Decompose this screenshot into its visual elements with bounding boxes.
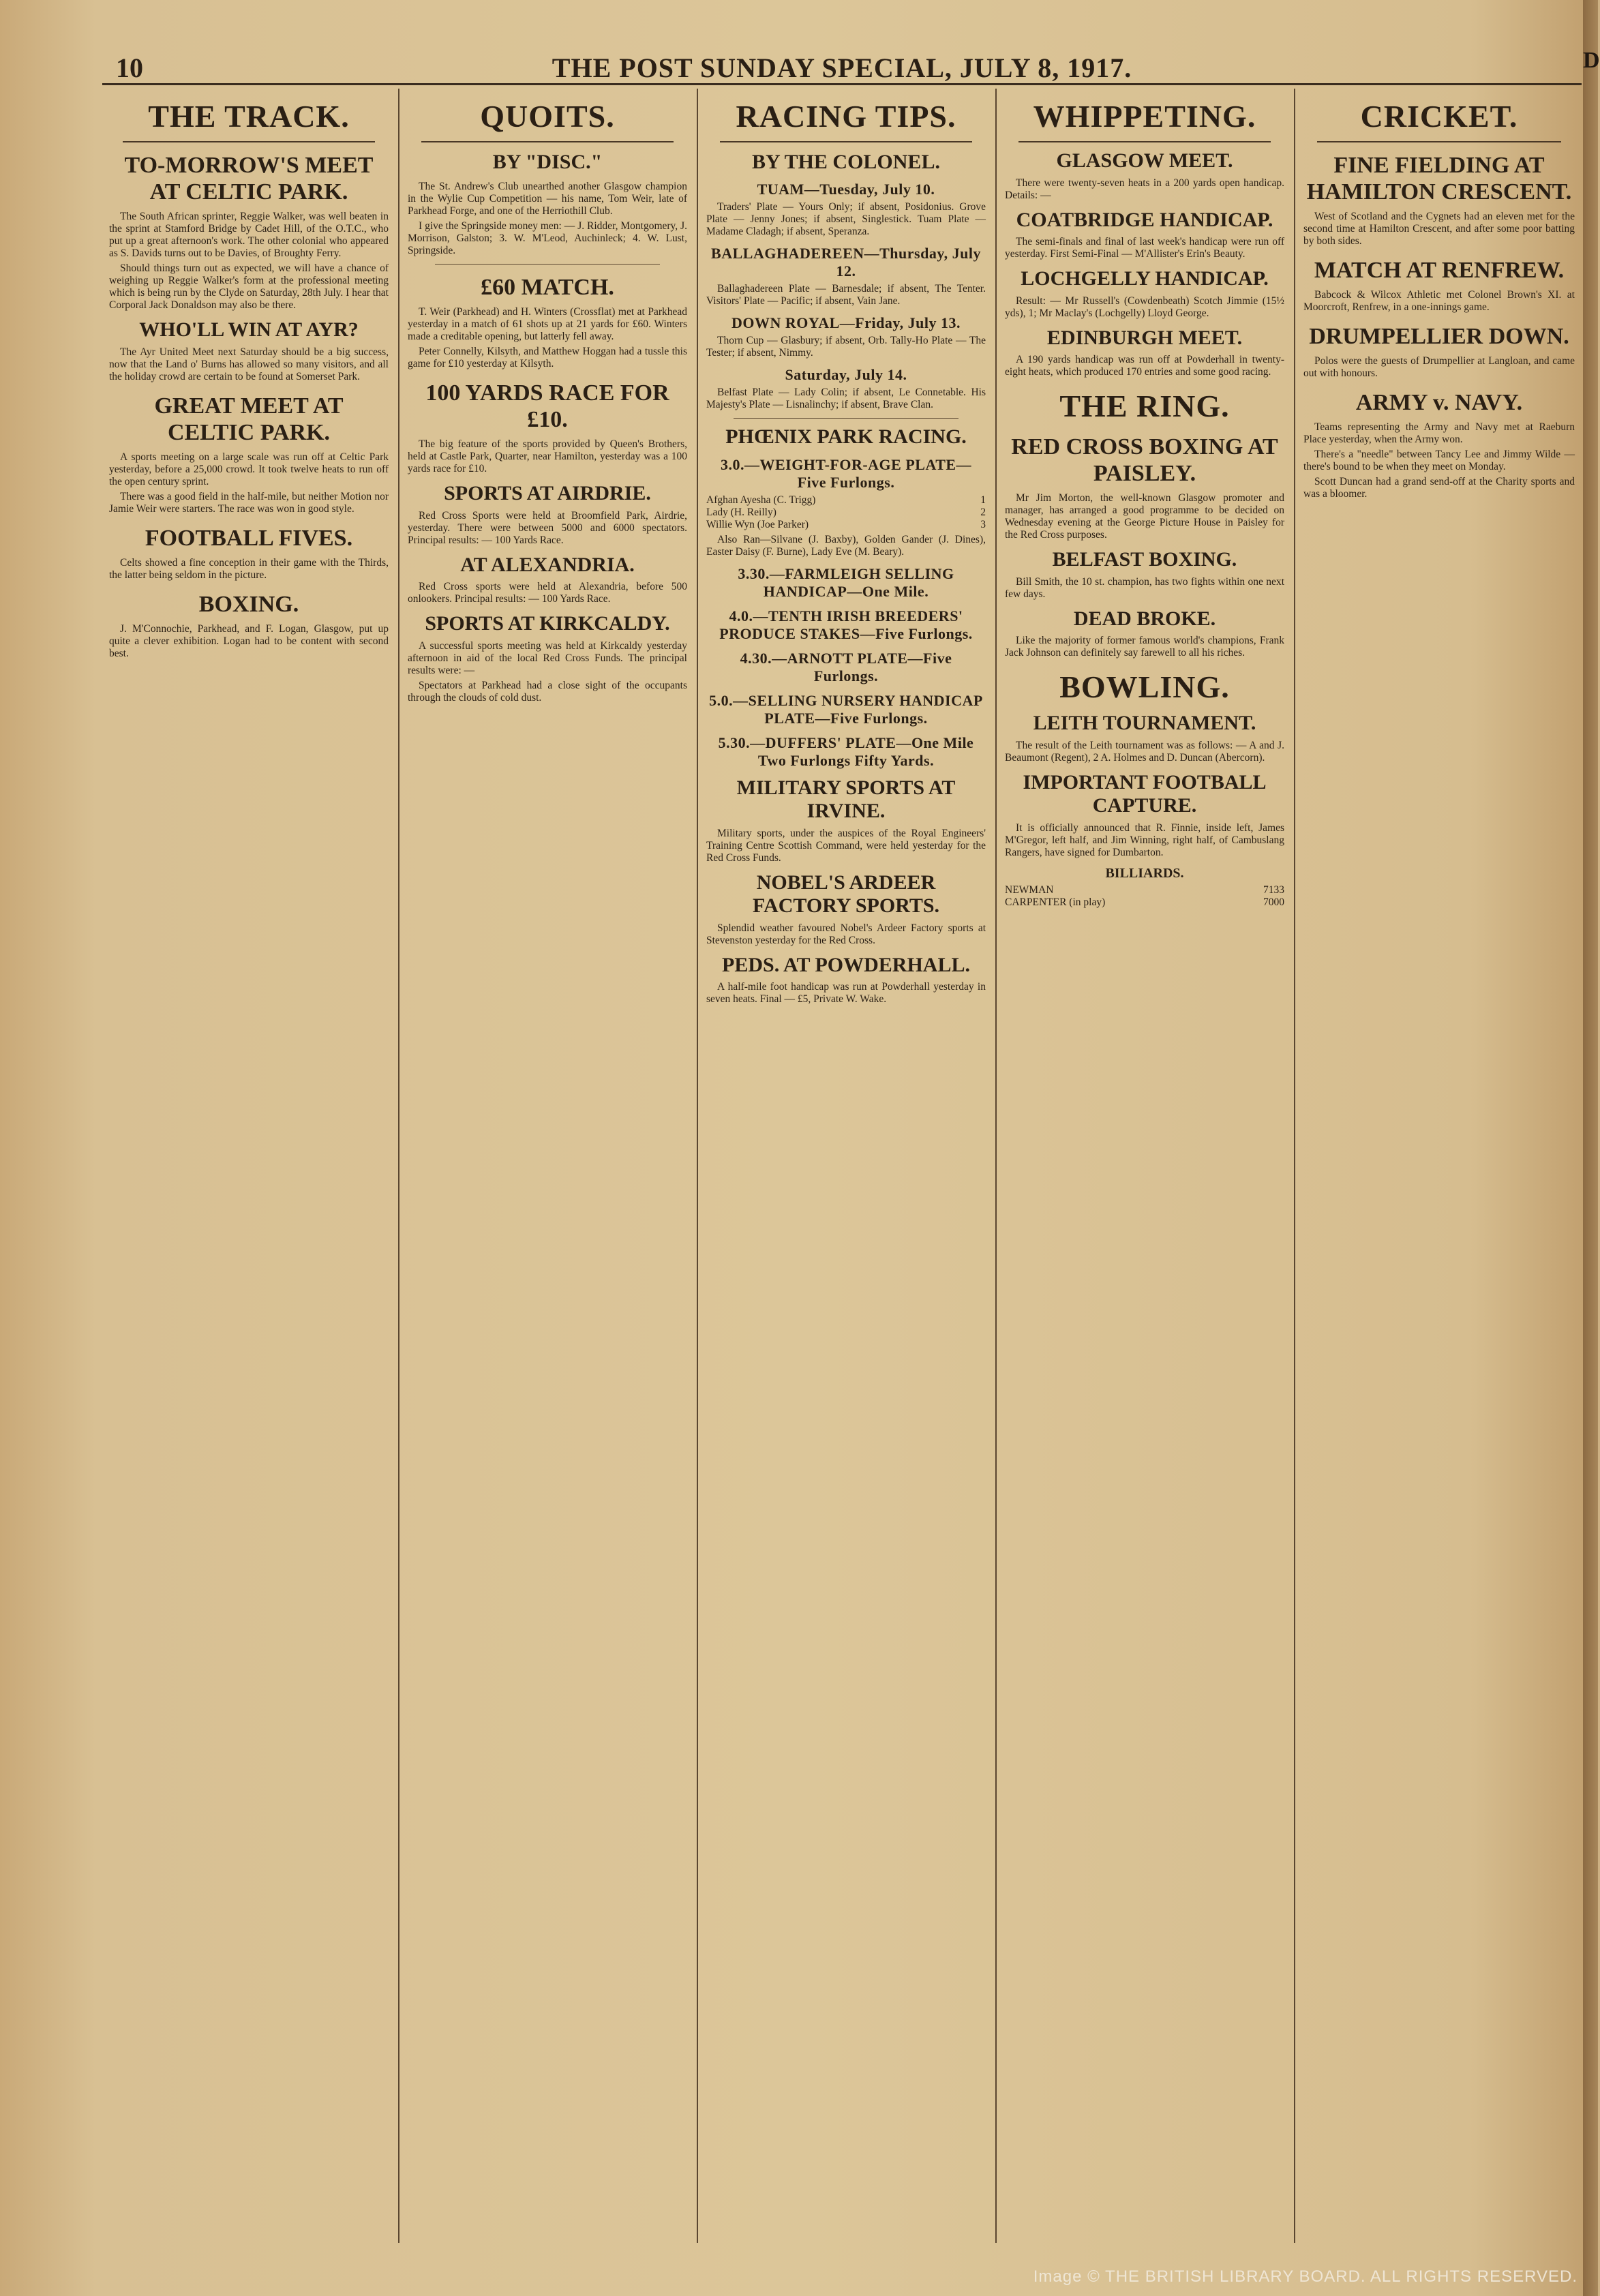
billiards-row: CARPENTER (in play) 7000 bbox=[1005, 896, 1284, 908]
article-text: Military sports, under the auspices of the Royal Engineers' Training Centre Scottish Command, were held yesterday for the Red Cross Funds. bbox=[706, 827, 986, 864]
article-text: Red Cross sports were held at Alexandria, before 500 onlookers. Principal results: — 100 Yards Race. bbox=[408, 581, 687, 605]
section-heading-quoits: QUOITS. bbox=[480, 99, 615, 134]
section-heading-racing: RACING TIPS. bbox=[736, 99, 956, 134]
race-heading: 4.30.—ARNOTT PLATE—Five Furlongs. bbox=[740, 649, 952, 684]
section-heading-whippeting: WHIPPETING. bbox=[1033, 99, 1256, 134]
section-heading-bowling: BOWLING. bbox=[1059, 669, 1230, 705]
headline-lochgelly: LOCHGELLY HANDICAP. bbox=[1021, 267, 1269, 290]
headline-football-capture: IMPORTANT FOOTBALL CAPTURE. bbox=[1023, 770, 1267, 817]
page-number: 10 bbox=[116, 52, 143, 83]
race-heading: 5.30.—DUFFERS' PLATE—One Mile Two Furlongs Fifty Yards. bbox=[718, 734, 974, 769]
article-text: Polos were the guests of Drumpellier at Langloan, and came out with honours. bbox=[1303, 355, 1575, 380]
headline-glasgow-meet: GLASGOW MEET. bbox=[1056, 149, 1233, 172]
column-track bbox=[102, 89, 395, 2243]
article-text: The St. Andrew's Club unearthed another Glasgow champion in the Wylie Cup Competition — his name, Tom Weir, late of Parkhead Forge, and one of the Herriothill Club. bbox=[408, 181, 687, 217]
article-text: A successful sports meeting was held at Kirkcaldy yesterday afternoon in aid of the local Red Cross Funds. The principal results were: — bbox=[408, 639, 687, 676]
divider bbox=[734, 418, 959, 419]
column-rule bbox=[697, 89, 698, 2243]
article-text: The semi-finals and final of last week's handicap were run off yesterday. First Semi-Final — M'Allister's Erin's Beauty. bbox=[1005, 236, 1284, 260]
article-text: A sports meeting on a large scale was run off at Celtic Park yesterday, before a 25,000 crowd. It took twelve heats to run off the open century sprint. bbox=[109, 451, 389, 487]
article-text: West of Scotland and the Cygnets had an eleven met for the second time at Hamilton Crescent, and after some poor batting by both sides. bbox=[1303, 211, 1575, 247]
race-heading: 5.0.—SELLING NURSERY HANDICAP PLATE—Five Furlongs. bbox=[709, 691, 983, 727]
article-text: I give the Springside money men: — J. Ridder, Montgomery, J. Morrison, Galston; 3. W. M'Leod, Auchinleck; 4. W. Lust, Springside. bbox=[408, 220, 687, 256]
headline-great-meet: GREAT MEET AT CELTIC PARK. bbox=[154, 393, 344, 445]
headline-paisley-boxing: RED CROSS BOXING AT PAISLEY. bbox=[1011, 434, 1278, 487]
meeting-heading: BALLAGHADEREEN—Thursday, July 12. bbox=[711, 245, 981, 280]
section-heading-ring: THE RING. bbox=[1059, 389, 1230, 423]
race-result-table bbox=[706, 494, 986, 531]
headline-alexandria: AT ALEXANDRIA. bbox=[460, 553, 635, 576]
byline: BY "DISC." bbox=[492, 151, 603, 173]
article-text: There was a good field in the half-mile, but neither Motion nor Jamie Weir were starters. The race was won in good style. bbox=[109, 490, 389, 515]
headline-hamilton-crescent: FINE FIELDING AT HAMILTON CRESCENT. bbox=[1306, 153, 1572, 205]
article-text: Thorn Cup — Glasbury; if absent, Orb. Tally-Ho Plate — The Tester; if absent, Nimmy. bbox=[706, 335, 986, 359]
newspaper-title: THE POST SUNDAY SPECIAL, JULY 8, 1917. bbox=[552, 52, 1132, 83]
headline-celtic-park-meet: TO-MORROW'S MEET AT CELTIC PARK. bbox=[124, 153, 374, 205]
masthead bbox=[102, 49, 1582, 85]
article-text: Ballaghadereen Plate — Barnesdale; if absent, The Tenter. Visitors' Plate — Pacific; if absent, Vain Jane. bbox=[706, 283, 986, 307]
race-result-row: Afghan Ayesha (C. Trigg) 1 bbox=[706, 494, 986, 506]
byline: BY THE COLONEL. bbox=[752, 151, 940, 173]
column-cricket bbox=[1297, 89, 1582, 2243]
divider bbox=[1317, 141, 1561, 142]
column-racing bbox=[699, 89, 993, 2243]
article-text: Splendid weather favoured Nobel's Ardeer Factory sports at Stevenston yesterday for the Red Cross. bbox=[706, 922, 986, 946]
article-text: Peter Connelly, Kilsyth, and Matthew Hoggan had a tussle this game for £10 yesterday at Kilsyth. bbox=[408, 346, 687, 370]
section-heading-cricket: CRICKET. bbox=[1360, 99, 1518, 134]
headline-dead-broke: DEAD BROKE. bbox=[1073, 607, 1216, 630]
headline-coatbridge: COATBRIDGE HANDICAP. bbox=[1016, 208, 1273, 231]
headline-airdrie: SPORTS AT AIRDRIE. bbox=[444, 482, 651, 505]
billiards-table bbox=[1005, 884, 1284, 909]
headline-football-fives: FOOTBALL FIVES. bbox=[145, 525, 353, 551]
article-text: There's a "needle" between Tancy Lee and Jimmy Wilde — there's bound to be when they meet on Monday. bbox=[1303, 449, 1575, 473]
race-result-row: Willie Wyn (Joe Parker) 3 bbox=[706, 518, 986, 530]
race-heading: 4.0.—TENTH IRISH BREEDERS' PRODUCE STAKES—Five Furlongs. bbox=[719, 607, 973, 642]
headline-100-yards: 100 YARDS RACE FOR £10. bbox=[425, 380, 669, 433]
headline-leith: LEITH TOURNAMENT. bbox=[1033, 712, 1256, 735]
article-text: Like the majority of former famous world's champions, Frank Jack Johnson can definitely say farewell to all his riches. bbox=[1005, 635, 1284, 659]
meeting-heading: Saturday, July 14. bbox=[785, 366, 907, 383]
race-heading: 3.0.—WEIGHT-FOR-AGE PLATE—Five Furlongs. bbox=[720, 455, 972, 491]
section-heading-track: THE TRACK. bbox=[148, 99, 350, 134]
article-text: J. M'Connochie, Parkhead, and F. Logan, Glasgow, put up quite a clever exhibition. Logan had to be content with second best. bbox=[109, 623, 389, 660]
article-text: Celts showed a fine conception in their game with the Thirds, the latter being seldom in the picture. bbox=[109, 556, 389, 581]
adjacent-page-letter: D bbox=[1583, 48, 1600, 73]
headline-powderhall: PEDS. AT POWDERHALL. bbox=[722, 953, 970, 976]
article-text: Spectators at Parkhead had a close sight of the occupants through the clouds of cold dust. bbox=[408, 679, 687, 704]
billiards-heading: BILLIARDS. bbox=[1105, 865, 1184, 881]
headline-irvine: MILITARY SPORTS AT IRVINE. bbox=[736, 776, 956, 822]
article-text: Mr Jim Morton, the well-known Glasgow promoter and manager, has arranged a good programme to be decided on Wednesday evening at the George Picture House in Paisley for the Red Cross purposes. bbox=[1005, 492, 1284, 541]
image-credit: Image © THE BRITISH LIBRARY BOARD. ALL RIGHTS RESERVED. bbox=[1033, 2267, 1578, 2286]
column-quoits bbox=[401, 89, 694, 2243]
headline-ayr: WHO'LL WIN AT AYR? bbox=[139, 318, 359, 342]
headline-edinburgh: EDINBURGH MEET. bbox=[1046, 326, 1243, 349]
column-rule bbox=[398, 89, 399, 2243]
divider bbox=[720, 141, 972, 142]
headline-60-match: £60 MATCH. bbox=[481, 275, 614, 300]
article-text: Traders' Plate — Yours Only; if absent, Posidonius. Grove Plate — Jenny Jones; if absent, Singlestick. Tuam Plate — Madame Cladagh; if absent, Speranza. bbox=[706, 201, 986, 237]
column-rule bbox=[1294, 89, 1295, 2243]
headline-phoenix-park: PHŒNIX PARK RACING. bbox=[725, 425, 967, 448]
article-text: It is officially announced that R. Finnie, inside left, James M'Gregor, left half, and Jim Winning, right half, of Cambuslang Rangers, have signed for Dumbarton. bbox=[1005, 821, 1284, 858]
article-text: Teams representing the Army and Navy met at Raeburn Place yesterday, when the Army won. bbox=[1303, 421, 1575, 446]
article-text: A 190 yards handicap was run off at Powderhall in twenty-eight heats, which produced 170 entries and some good racing. bbox=[1005, 354, 1284, 378]
column-rule bbox=[995, 89, 997, 2243]
article-text: The result of the Leith tournament was as follows: — A and J. Beaumont (Regent), 2 A. Holmes and D. Duncan (Abercorn). bbox=[1005, 739, 1284, 764]
meeting-heading: TUAM—Tuesday, July 10. bbox=[757, 181, 935, 198]
divider bbox=[1018, 141, 1271, 142]
divider bbox=[435, 264, 660, 265]
headline-drumpellier: DRUMPELLIER DOWN. bbox=[1309, 324, 1569, 350]
article-text: Scott Duncan had a grand send-off at the Charity sports and was a bloomer. bbox=[1303, 476, 1575, 500]
article-text: Babcock & Wilcox Athletic met Colonel Brown's XI. at Moorcroft, Renfrew, in a one-innings game. bbox=[1303, 289, 1575, 314]
headline-nobels: NOBEL'S ARDEER FACTORY SPORTS. bbox=[752, 871, 940, 917]
adjacent-page-edge bbox=[1583, 0, 1598, 2296]
headline-boxing: BOXING. bbox=[198, 591, 299, 617]
divider bbox=[421, 141, 674, 142]
article-text: T. Weir (Parkhead) and H. Winters (Crossflat) met at Parkhead yesterday in a match of 61 shots up at 21 yards for £60. Winters made a creditable opening, but latterly fell away. bbox=[408, 306, 687, 343]
article-text: Should things turn out as expected, we will have a chance of weighing up Reggie Walker's form at the professional meeting which is being run by the Clyde on Saturday, 28th July. I hear that Corporal Jack Donaldson may also be there. bbox=[109, 262, 389, 312]
article-text: The South African sprinter, Reggie Walker, was well beaten in the sprint at Stamford Bridge by Cadet Hill, of the O.T.C., who put up a great afternoon's work. The other colonial who appeared as S. Davids turns out to be Davies, of Broughty Ferry. bbox=[109, 211, 389, 260]
headline-renfrew: MATCH AT RENFREW. bbox=[1314, 258, 1565, 284]
article-text: Result: — Mr Russell's (Cowdenbeath) Scotch Jimmie (15½ yds), 1; Mr Maclay's (Lochgelly) Lloyd George. bbox=[1005, 294, 1284, 319]
article-text: Bill Smith, the 10 st. champion, has two fights within one next few days. bbox=[1005, 575, 1284, 600]
headline-army-navy: ARMY v. NAVY. bbox=[1355, 390, 1523, 416]
meeting-heading: DOWN ROYAL—Friday, July 13. bbox=[731, 314, 961, 331]
article-text: Also Ran—Silvane (J. Baxby), Golden Gander (J. Dines), Easter Daisy (F. Burne), Lady Eve (M. Beary). bbox=[706, 533, 986, 558]
billiards-row: NEWMAN 7133 bbox=[1005, 883, 1284, 896]
headline-kirkcaldy: SPORTS AT KIRKCALDY. bbox=[425, 612, 670, 635]
article-text: The Ayr United Meet next Saturday should be a big success, now that the Land o' Burns has allowed so many visitors, and all the holiday crowd are certain to be found at Somerset Park. bbox=[109, 346, 389, 382]
race-result-row: Lady (H. Reilly) 2 bbox=[706, 506, 986, 518]
column-whippeting bbox=[998, 89, 1291, 2243]
article-text: There were twenty-seven heats in a 200 yards open handicap. Details: — bbox=[1005, 177, 1284, 201]
article-text: Red Cross Sports were held at Broomfield Park, Airdrie, yesterday. There were between 5000 and 6000 spectators. Principal results: — 100 Yards Race. bbox=[408, 509, 687, 546]
article-text: Belfast Plate — Lady Colin; if absent, Le Connetable. His Majesty's Plate — Lisnalinchy; if absent, Brave Clan. bbox=[706, 387, 986, 410]
article-text: A half-mile foot handicap was run at Powderhall yesterday in seven heats. Final — £5, Private W. Wake. bbox=[706, 981, 986, 1005]
headline-belfast-boxing: BELFAST BOXING. bbox=[1052, 548, 1237, 571]
divider bbox=[123, 141, 375, 142]
race-heading: 3.30.—FARMLEIGH SELLING HANDICAP—One Mile. bbox=[738, 564, 954, 600]
article-text: The big feature of the sports provided by Queen's Brothers, held at Castle Park, Quarter, near Hamilton, yesterday was a 100 yards race for £10. bbox=[408, 438, 687, 475]
